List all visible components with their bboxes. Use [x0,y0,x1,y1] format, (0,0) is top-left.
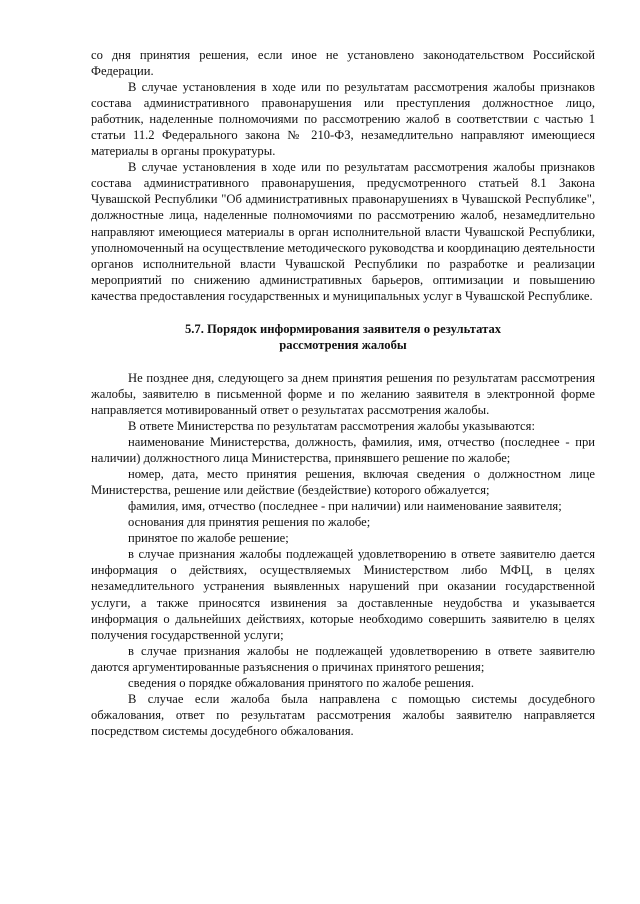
list-item-complaint-rejected: в случае признания жалобы не подлежащей удовлетворению в ответе заявителю даются аргументированные разъяснения о причинах принятого решения; [91,643,595,674]
paragraph-chuvash-law-referral: В случае установления в ходе или по результатам рассмотрения жалобы признаков состава административного правонарушения, предусмотренного статьей 8.1 Закона Чувашской Республики "Об административных правонарушениях в Чувашской Республике", должностные лица, наделенные полномочиями по рассмотрению жалоб, незамедлительно направляют имеющиеся материалы в орган исполнительной власти Чувашской Республики, уполномоченный на осуществление методического руководства и координацию деятельности органов исполнительной власти Чувашской Республики по разработке и реализации мероприятий по снижению административных барьеров, оптимизации и повышению качества предоставления государственных и муниципальных услуг в Чувашской Республике. [91,160,595,303]
section-heading-line-2: рассмотрения жалобы [279,337,407,352]
document-page [91,47,595,739]
paragraph-continuation: со дня принятия решения, если иное не установлено законодательством Российской Федерации. [91,48,595,79]
section-heading-line-1: 5.7. Порядок информирования заявителя о результатах [184,321,502,336]
paragraph-prosecutor-referral: В случае установления в ходе или по результатам рассмотрения жалобы признаков состава административного правонарушения или преступления должностное лицо, работник, наделенные полномочиями по рассмотрению жалоб в соответствии с частью 1 статьи 11.2 Федерального закона № 210-ФЗ, незамедлительно направляют имеющиеся материалы в органы прокуратуры. [91,80,595,159]
list-item-ministry-official: наименование Министерства, должность, фамилия, имя, отчество (последнее - при наличии) должностного лица Министерства, принявшего решение по жалобе; [91,435,595,466]
section-heading [91,321,595,353]
list-item-complaint-satisfied: в случае признания жалобы подлежащей удовлетворению в ответе заявителю дается информация о действиях, осуществляемых Министерством либо МФЦ, в целях незамедлительного устранения выявленных нарушений при оказании государственной услуги, а также приносятся извинения за доставленные неудобства и указывается информация о дальнейших действиях, которые необходимо совершить заявителю в целях получения государственной услуги; [91,547,595,642]
paragraph-response-contents-intro: В ответе Министерства по результатам рассмотрения жалобы указываются: [128,418,535,433]
paragraph-pretrial-system-response: В случае если жалоба была направлена с помощью системы досудебного обжалования, ответ по результатам рассмотрения жалобы заявителю направляется посредством системы досудебного обжалования. [91,691,595,738]
list-item-decision-grounds: основания для принятия решения по жалобе; [128,515,371,530]
list-item-appeal-procedure: сведения о порядке обжалования принятого по жалобе решения. [128,675,474,690]
paragraph-response-deadline: Не позднее дня, следующего за днем принятия решения по результатам рассмотрения жалобы, заявителю в письменной форме и по желанию заявителя в электронной форме направляется мотивированный ответ о результатах рассмотрения жалобы. [91,370,595,417]
list-item-decision-details: номер, дата, место принятия решения, включая сведения о должностном лице Министерства, решение или действие (бездействие) которого обжалуется; [91,467,595,498]
list-item-decision-taken: принятое по жалобе решение; [128,531,289,546]
list-item-applicant-name: фамилия, имя, отчество (последнее - при наличии) или наименование заявителя; [128,499,562,514]
